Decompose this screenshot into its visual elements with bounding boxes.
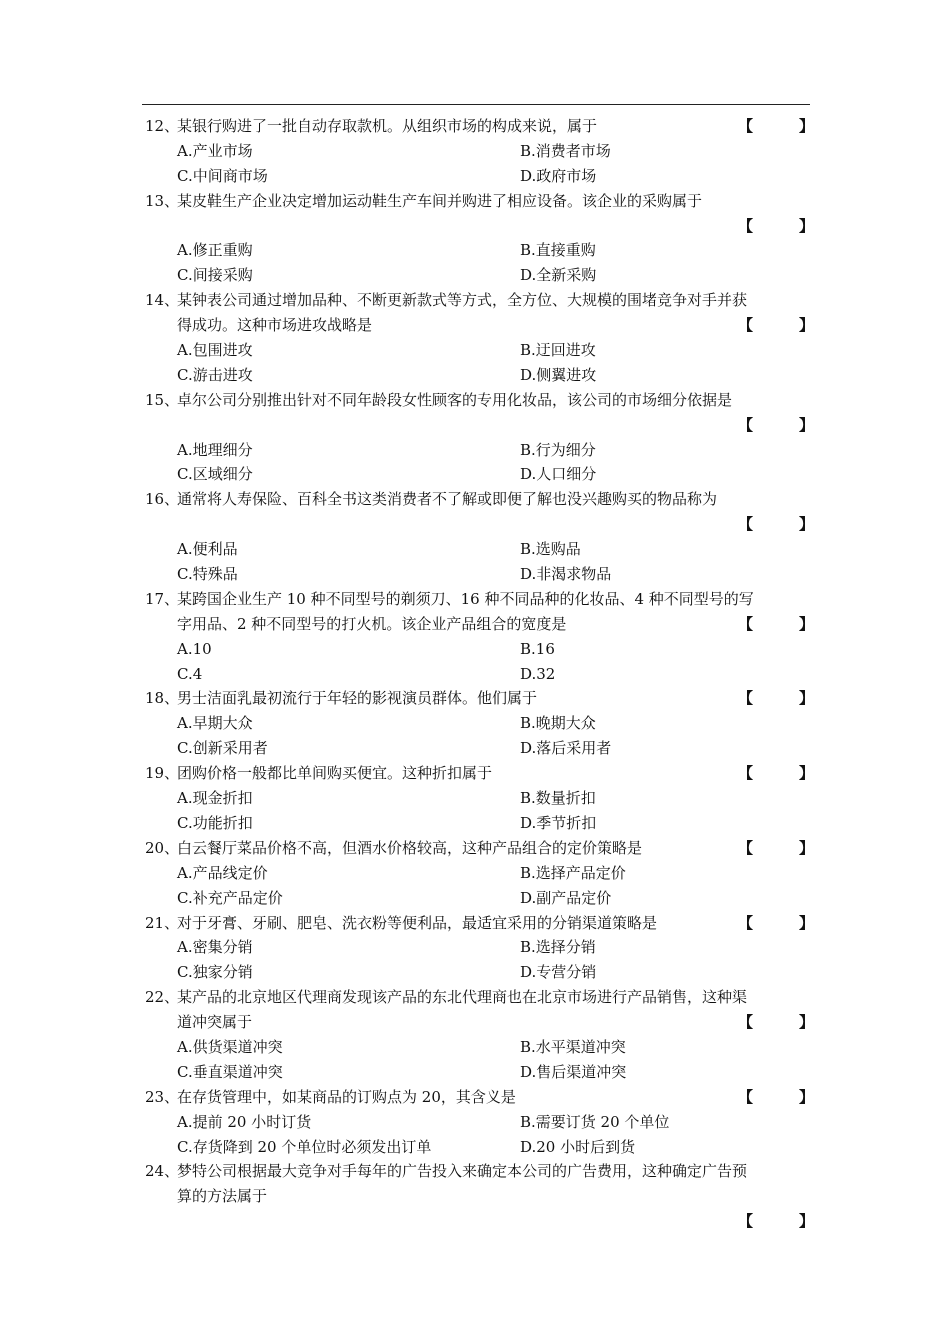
option-item: A.早期大众	[177, 714, 253, 733]
option-item: D.季节折扣	[520, 813, 597, 832]
option-item: B.数量折扣	[520, 789, 596, 808]
question-number: 22、	[145, 988, 180, 1007]
option-item: D.专营分销	[520, 963, 597, 982]
answer-bracket-left: 【	[738, 614, 754, 633]
option-item: D.副产品定价	[520, 888, 612, 907]
header-rule	[142, 104, 810, 105]
answer-bracket-line	[0, 512, 950, 537]
question-number: 23、	[145, 1087, 180, 1106]
question-stem-line	[0, 1184, 950, 1209]
option-item: C.特殊品	[177, 565, 238, 584]
question-text: 某皮鞋生产企业决定增加运动鞋生产车间并购进了相应设备。该企业的采购属于	[177, 191, 703, 210]
question-text: 算的方法属于	[177, 1187, 268, 1206]
option-item: A.密集分销	[177, 938, 253, 957]
option-row	[0, 562, 950, 587]
question-number: 13、	[145, 191, 180, 210]
option-row	[0, 662, 950, 687]
question-text: 通常将人寿保险、百科全书这类消费者不了解或即便了解也没兴趣购买的物品称为	[177, 490, 718, 509]
answer-bracket-right: 】	[799, 1212, 815, 1231]
option-item: D.全新采购	[520, 266, 597, 285]
option-row	[0, 438, 950, 463]
option-row	[0, 1035, 950, 1060]
question-stem-line	[0, 1010, 950, 1035]
option-item: A.现金折扣	[177, 789, 253, 808]
answer-bracket-right: 】	[799, 316, 815, 335]
option-item: C.区域细分	[177, 465, 253, 484]
answer-bracket-right: 】	[799, 415, 815, 434]
question-number: 12、	[145, 117, 180, 135]
question-stem-line	[0, 686, 950, 711]
question-number: 20、	[145, 838, 180, 857]
option-item: D.人口细分	[520, 465, 597, 484]
option-item: B.直接重购	[520, 241, 596, 260]
option-row	[0, 935, 950, 960]
option-item: D.落后采用者	[520, 739, 612, 758]
answer-bracket-line	[0, 413, 950, 438]
option-row	[0, 164, 950, 189]
answer-bracket-right: 】	[799, 117, 815, 135]
question-text: 道冲突属于	[177, 1013, 253, 1032]
answer-bracket-right: 】	[799, 764, 815, 783]
question-text: 某银行购进了一批自动存取款机。从组织市场的构成来说，属于	[177, 117, 598, 135]
option-item: B.16	[520, 639, 555, 658]
option-item: C.间接采购	[177, 266, 253, 285]
option-item: A.提前 20 小时订货	[177, 1112, 312, 1131]
option-item: C.中间商市场	[177, 166, 268, 185]
answer-bracket-right: 】	[799, 216, 815, 235]
option-item: B.选择产品定价	[520, 863, 626, 882]
question-stem-line	[0, 836, 950, 861]
option-item: A.便利品	[177, 540, 238, 559]
option-row	[0, 338, 950, 363]
option-item: A.产品线定价	[177, 863, 268, 882]
question-number: 15、	[145, 390, 180, 409]
option-item: D.售后渠道冲突	[520, 1062, 627, 1081]
option-item: C.存货降到 20 个单位时必须发出订单	[177, 1137, 432, 1156]
answer-bracket-left: 【	[738, 913, 754, 932]
option-item: B.行为细分	[520, 440, 596, 459]
option-item: B.需要订货 20 个单位	[520, 1112, 670, 1131]
option-item: A.包围进攻	[177, 341, 253, 360]
question-text: 梦特公司根据最大竞争对手每年的广告投入来确定本公司的广告费用，这种确定广告预	[177, 1162, 748, 1181]
option-item: C.独家分销	[177, 963, 253, 982]
question-stem-line	[0, 1159, 950, 1184]
question-text: 得成功。这种市场进攻战略是	[177, 316, 373, 335]
question-stem-line	[0, 761, 950, 786]
option-row	[0, 960, 950, 985]
option-row	[0, 711, 950, 736]
option-row	[0, 263, 950, 288]
question-number: 24、	[145, 1162, 180, 1181]
option-item: D.侧翼进攻	[520, 365, 597, 384]
option-item: B.水平渠道冲突	[520, 1037, 626, 1056]
option-item: A.修正重购	[177, 241, 253, 260]
option-item: A.供货渠道冲突	[177, 1037, 283, 1056]
question-list	[0, 114, 950, 1234]
question-stem-line	[0, 388, 950, 413]
question-stem-line	[0, 587, 950, 612]
option-item: C.4	[177, 664, 203, 683]
question-text: 白云餐厅菜品价格不高，但酒水价格较高，这种产品组合的定价策略是	[177, 838, 643, 857]
answer-bracket-left: 【	[738, 216, 754, 235]
option-item: D.20 小时后到货	[520, 1137, 636, 1156]
question-stem-line	[0, 487, 950, 512]
question-stem-line	[0, 911, 950, 936]
question-number: 19、	[145, 764, 180, 783]
question-stem-line	[0, 1085, 950, 1110]
option-item: A.产业市场	[177, 141, 253, 160]
question-text: 某钟表公司通过增加品种、不断更新款式等方式，全方位、大规模的围堵竞争对手并获	[177, 291, 748, 310]
answer-bracket-line	[0, 1209, 950, 1234]
option-row	[0, 1060, 950, 1085]
question-stem-line	[0, 189, 950, 214]
option-item: A.10	[177, 639, 212, 658]
question-text: 字用品、2 种不同型号的打火机。该企业产品组合的宽度是	[177, 614, 567, 633]
option-row	[0, 736, 950, 761]
question-text: 团购价格一般都比单间购买便宜。这种折扣属于	[177, 764, 493, 783]
answer-bracket-line	[0, 214, 950, 239]
option-row	[0, 537, 950, 562]
answer-bracket-left: 【	[738, 689, 754, 708]
option-row	[0, 811, 950, 836]
option-row	[0, 363, 950, 388]
option-row	[0, 861, 950, 886]
question-number: 17、	[145, 589, 180, 608]
question-number: 14、	[145, 291, 180, 310]
question-stem-line	[0, 114, 950, 139]
option-item: D.政府市场	[520, 166, 597, 185]
question-stem-line	[0, 985, 950, 1010]
question-text: 在存货管理中，如某商品的订购点为 20，其含义是	[177, 1087, 516, 1106]
option-row	[0, 786, 950, 811]
answer-bracket-right: 】	[799, 838, 815, 857]
question-text: 男士洁面乳最初流行于年轻的影视演员群体。他们属于	[177, 689, 538, 708]
option-item: B.消费者市场	[520, 141, 611, 160]
answer-bracket-left: 【	[738, 1013, 754, 1032]
question-number: 21、	[145, 913, 180, 932]
answer-bracket-right: 】	[799, 614, 815, 633]
question-number: 18、	[145, 689, 180, 708]
question-text: 某跨国企业生产 10 种不同型号的剃须刀、16 种不同品种的化妆品、4 种不同型号的写	[177, 589, 754, 608]
option-item: A.地理细分	[177, 440, 253, 459]
answer-bracket-left: 【	[738, 415, 754, 434]
answer-bracket-right: 】	[799, 1087, 815, 1106]
question-text: 某产品的北京地区代理商发现该产品的东北代理商也在北京市场进行产品销售，这种渠	[177, 988, 748, 1007]
answer-bracket-left: 【	[738, 316, 754, 335]
question-stem-line	[0, 612, 950, 637]
option-row	[0, 637, 950, 662]
question-text: 对于牙膏、牙刷、肥皂、洗衣粉等便利品，最适宜采用的分销渠道策略是	[177, 913, 658, 932]
answer-bracket-right: 】	[799, 913, 815, 932]
option-item: C.补充产品定价	[177, 888, 283, 907]
question-number: 16、	[145, 490, 180, 509]
option-item: D.非渴求物品	[520, 565, 612, 584]
option-item: C.游击进攻	[177, 365, 253, 384]
question-stem-line	[0, 288, 950, 313]
answer-bracket-right: 】	[799, 689, 815, 708]
option-row	[0, 238, 950, 263]
option-item: C.功能折扣	[177, 813, 253, 832]
option-item: C.垂直渠道冲突	[177, 1062, 283, 1081]
answer-bracket-left: 【	[738, 515, 754, 534]
option-item: B.选购品	[520, 540, 581, 559]
question-text: 卓尔公司分别推出针对不同年龄段女性顾客的专用化妆品，该公司的市场细分依据是	[177, 390, 733, 409]
answer-bracket-right: 】	[799, 515, 815, 534]
option-item: B.晚期大众	[520, 714, 596, 733]
option-row	[0, 886, 950, 911]
answer-bracket-left: 【	[738, 764, 754, 783]
answer-bracket-right: 】	[799, 1013, 815, 1032]
option-row	[0, 139, 950, 164]
answer-bracket-left: 【	[738, 1212, 754, 1231]
option-item: B.迂回进攻	[520, 341, 596, 360]
option-item: C.创新采用者	[177, 739, 268, 758]
option-item: B.选择分销	[520, 938, 596, 957]
answer-bracket-left: 【	[738, 117, 754, 135]
option-row	[0, 1135, 950, 1160]
option-row	[0, 1110, 950, 1135]
question-stem-line	[0, 313, 950, 338]
option-row	[0, 462, 950, 487]
answer-bracket-left: 【	[738, 1087, 754, 1106]
answer-bracket-left: 【	[738, 838, 754, 857]
option-item: D.32	[520, 664, 556, 683]
